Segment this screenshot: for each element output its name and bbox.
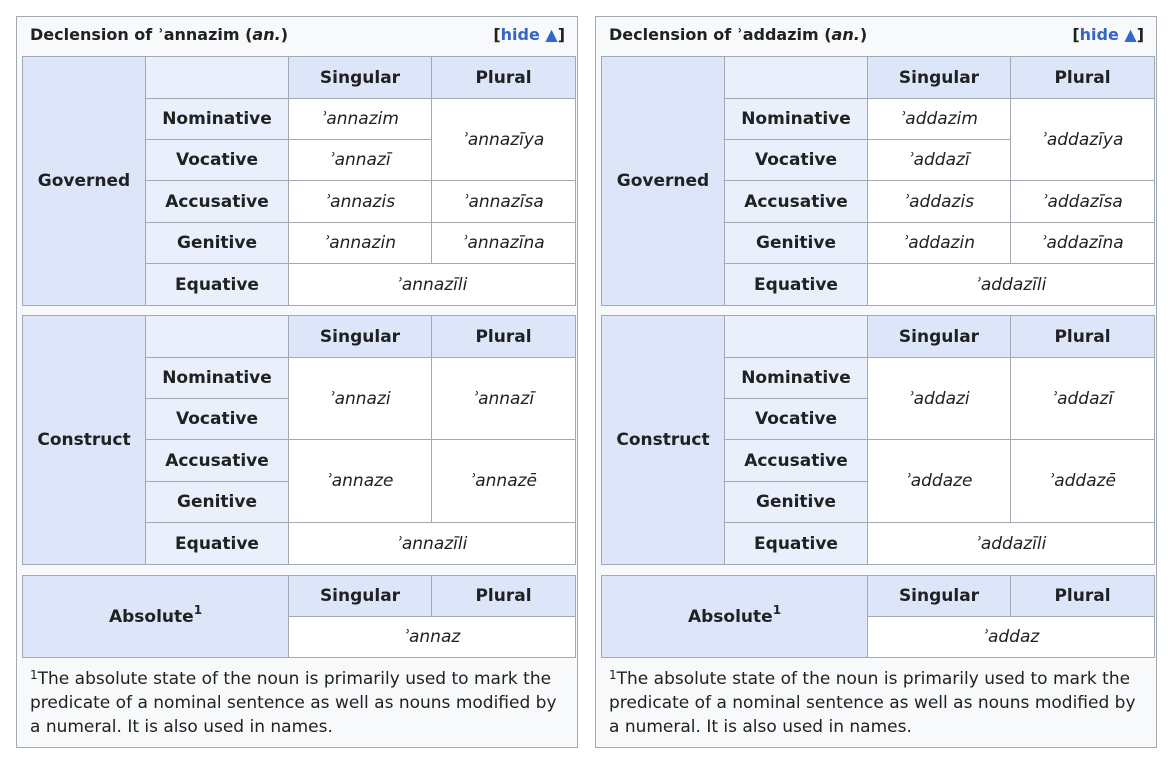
absolute-table	[601, 575, 1155, 658]
footnote-ref: 1	[772, 602, 782, 617]
declension-panel-addazim	[595, 16, 1157, 748]
governed-table	[22, 56, 576, 306]
footnote-text: The absolute state of the noun is primarily used to mark the predicate of a nominal sentence as well as nouns modified by a numeral. It is also used in names.	[30, 669, 557, 737]
col-singular: Singular	[289, 316, 432, 358]
absolute-label	[23, 576, 289, 658]
construct-label: Construct	[602, 316, 725, 565]
case-accusative: Accusative	[146, 181, 289, 223]
form-accgen-sg: ʾannaze	[289, 440, 432, 523]
footnote-ref: 1	[193, 602, 203, 617]
panel-title: Declension of ʾannazim (an.)	[30, 25, 288, 44]
col-singular: Singular	[868, 316, 1011, 358]
col-plural: Plural	[1011, 57, 1155, 99]
case-accusative: Accusative	[146, 440, 289, 482]
case-accusative: Accusative	[725, 181, 868, 223]
construct-table	[22, 315, 576, 565]
col-plural: Plural	[1011, 576, 1155, 617]
form-nom-sg: ʾaddazim	[868, 99, 1011, 140]
form-nomvoc-pl: ʾaddazīya	[1011, 99, 1155, 181]
form-accgen-pl: ʾannazē	[432, 440, 576, 523]
col-plural: Plural	[1011, 316, 1155, 358]
construct-label: Construct	[23, 316, 146, 565]
footnote	[30, 667, 570, 739]
case-vocative: Vocative	[146, 140, 289, 181]
title-pos: an.	[831, 25, 860, 44]
construct-table	[601, 315, 1155, 565]
header-blank	[146, 57, 289, 99]
footnote-mark: 1	[609, 668, 617, 682]
title-prefix: Declension of	[609, 25, 737, 44]
footnote-text: The absolute state of the noun is primarily used to mark the predicate of a nominal sentence as well as nouns modified by a numeral. It is also used in names.	[609, 669, 1136, 737]
form-nomvoc-pl: ʾannazīya	[432, 99, 576, 181]
form-accgen-sg: ʾaddaze	[868, 440, 1011, 523]
col-plural: Plural	[432, 57, 576, 99]
form-gen-sg: ʾaddazin	[868, 223, 1011, 264]
form-accgen-pl: ʾaddazē	[1011, 440, 1155, 523]
form-nomvoc-pl: ʾaddazī	[1011, 358, 1155, 440]
form-acc-pl: ʾannazīsa	[432, 181, 576, 223]
form-nom-sg: ʾannazim	[289, 99, 432, 140]
form-absolute: ʾannaz	[289, 617, 576, 658]
title-lemma: ʾannazim	[157, 25, 240, 44]
header-blank	[725, 57, 868, 99]
case-genitive: Genitive	[146, 482, 289, 523]
form-nomvoc-sg: ʾaddazi	[868, 358, 1011, 440]
col-plural: Plural	[432, 576, 576, 617]
col-singular: Singular	[868, 57, 1011, 99]
form-acc-sg: ʾannazis	[289, 181, 432, 223]
title-lemma: ʾaddazim	[736, 25, 819, 44]
form-voc-sg: ʾaddazī	[868, 140, 1011, 181]
form-nomvoc-pl: ʾannazī	[432, 358, 576, 440]
absolute-label	[602, 576, 868, 658]
form-equ: ʾaddazīli	[868, 264, 1155, 306]
form-equ: ʾannazīli	[289, 523, 576, 565]
footnote-mark: 1	[30, 668, 38, 682]
col-plural: Plural	[432, 316, 576, 358]
declension-panel-annazim	[16, 16, 578, 748]
col-singular: Singular	[868, 576, 1011, 617]
case-genitive: Genitive	[146, 223, 289, 264]
case-equative: Equative	[146, 264, 289, 306]
form-acc-pl: ʾaddazīsa	[1011, 181, 1155, 223]
case-nominative: Nominative	[725, 358, 868, 399]
case-genitive: Genitive	[725, 482, 868, 523]
case-equative: Equative	[146, 523, 289, 565]
form-gen-pl: ʾannazīna	[432, 223, 576, 264]
case-nominative: Nominative	[725, 99, 868, 140]
hide-link[interactable]: hide ▲	[1079, 25, 1137, 44]
hide-toggle: [hide ▲]	[493, 25, 565, 44]
form-acc-sg: ʾaddazis	[868, 181, 1011, 223]
panel-title: Declension of ʾaddazim (an.)	[609, 25, 868, 44]
hide-toggle: [hide ▲]	[1072, 25, 1144, 44]
form-equ: ʾannazīli	[289, 264, 576, 306]
header-blank	[146, 316, 289, 358]
case-vocative: Vocative	[146, 399, 289, 440]
governed-table	[601, 56, 1155, 306]
form-equ: ʾaddazīli	[868, 523, 1155, 565]
form-absolute: ʾaddaz	[868, 617, 1155, 658]
case-genitive: Genitive	[725, 223, 868, 264]
col-singular: Singular	[289, 57, 432, 99]
case-equative: Equative	[725, 523, 868, 565]
case-equative: Equative	[725, 264, 868, 306]
title-pos: an.	[252, 25, 281, 44]
title-prefix: Declension of	[30, 25, 158, 44]
footnote	[609, 667, 1149, 739]
panel-header	[596, 17, 1156, 51]
form-gen-sg: ʾannazin	[289, 223, 432, 264]
form-voc-sg: ʾannazī	[289, 140, 432, 181]
case-vocative: Vocative	[725, 399, 868, 440]
col-singular: Singular	[289, 576, 432, 617]
panel-header	[17, 17, 577, 51]
header-blank	[725, 316, 868, 358]
case-accusative: Accusative	[725, 440, 868, 482]
absolute-table	[22, 575, 576, 658]
absolute-label-text: Absolute	[687, 606, 773, 627]
case-nominative: Nominative	[146, 99, 289, 140]
governed-label: Governed	[23, 57, 146, 306]
form-nomvoc-sg: ʾannazi	[289, 358, 432, 440]
case-nominative: Nominative	[146, 358, 289, 399]
case-vocative: Vocative	[725, 140, 868, 181]
hide-link[interactable]: hide ▲	[500, 25, 558, 44]
governed-label: Governed	[602, 57, 725, 306]
form-gen-pl: ʾaddazīna	[1011, 223, 1155, 264]
absolute-label-text: Absolute	[108, 606, 194, 627]
